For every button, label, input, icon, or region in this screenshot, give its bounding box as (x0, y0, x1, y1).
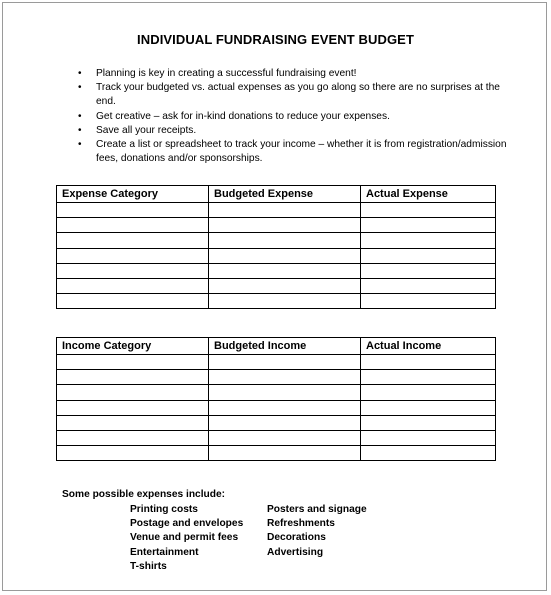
table-cell (209, 248, 361, 263)
table-cell (57, 370, 209, 385)
table-cell (57, 446, 209, 461)
table-row (57, 400, 496, 415)
table-row (57, 233, 496, 248)
table-cell (361, 203, 496, 218)
income-table (56, 337, 496, 461)
table-row (57, 294, 496, 309)
table-cell (57, 203, 209, 218)
table-cell (57, 430, 209, 445)
table-cell (361, 446, 496, 461)
table-cell (361, 294, 496, 309)
table-cell (57, 218, 209, 233)
table-row (57, 278, 496, 293)
table-row (57, 355, 496, 370)
table-row (57, 370, 496, 385)
possible-expenses-heading: Some possible expenses include: (62, 489, 226, 500)
table-cell (361, 233, 496, 248)
table-cell (209, 233, 361, 248)
table-cell (209, 400, 361, 415)
tip-item: • Get creative – ask for in-kind donations to reduce your expenses. (78, 110, 518, 124)
table-row (57, 430, 496, 445)
table-cell (209, 278, 361, 293)
income-header-row (57, 338, 496, 355)
table-cell (209, 218, 361, 233)
table-cell (209, 263, 361, 278)
table-cell (57, 415, 209, 430)
budgeted-income-header: Budgeted Income (209, 338, 361, 355)
income-body (57, 355, 496, 461)
table-cell (57, 400, 209, 415)
table-cell (209, 203, 361, 218)
expense-suggestion: Entertainment (130, 546, 199, 558)
actual-income-header: Actual Income (361, 338, 496, 355)
table-row (57, 218, 496, 233)
page-title: INDIVIDUAL FUNDRAISING EVENT BUDGET (137, 32, 414, 47)
table-cell (209, 355, 361, 370)
expense-suggestion: Posters and signage (267, 504, 367, 515)
table-cell (361, 385, 496, 400)
table-cell (209, 446, 361, 461)
table-row (57, 263, 496, 278)
table-cell (209, 430, 361, 445)
table-cell (361, 415, 496, 430)
tips-list (78, 67, 518, 166)
tip-item: • Save all your receipts. (78, 124, 518, 138)
expense-body (57, 203, 496, 309)
actual-expense-header: Actual Expense (361, 186, 496, 203)
table-row (57, 446, 496, 461)
table-cell (57, 248, 209, 263)
table-cell (361, 355, 496, 370)
expense-suggestion: Advertising (267, 546, 324, 558)
expense-header-row (57, 186, 496, 203)
table-cell (209, 370, 361, 385)
tip-item: • Planning is key in creating a successful fundraising event! (78, 67, 518, 81)
income-category-header: Income Category (57, 338, 209, 355)
table-row (57, 248, 496, 263)
expense-suggestion: Postage and envelopes (130, 518, 244, 530)
table-row (57, 385, 496, 400)
table-cell (361, 430, 496, 445)
table-cell (361, 278, 496, 293)
table-cell (361, 263, 496, 278)
table-cell (57, 385, 209, 400)
table-row (57, 415, 496, 430)
table-cell (361, 248, 496, 263)
expense-table (56, 185, 496, 309)
table-cell (209, 415, 361, 430)
expense-suggestion: Venue and permit fees (130, 532, 239, 544)
table-cell (57, 355, 209, 370)
table-row (57, 203, 496, 218)
table-cell (361, 370, 496, 385)
table-cell (57, 278, 209, 293)
expense-suggestion: Decorations (267, 532, 326, 544)
table-cell (57, 233, 209, 248)
table-cell (361, 218, 496, 233)
table-cell (57, 263, 209, 278)
expense-category-header: Expense Category (57, 186, 209, 203)
expense-suggestion: Refreshments (267, 518, 335, 530)
budgeted-expense-header: Budgeted Expense (209, 186, 361, 203)
possible-expenses-column-2 (267, 503, 367, 560)
possible-expenses-column-1 (130, 503, 243, 574)
table-cell (209, 385, 361, 400)
expense-suggestion: Printing costs (130, 504, 198, 515)
table-cell (361, 400, 496, 415)
table-cell (209, 294, 361, 309)
tip-item: • Track your budgeted vs. actual expenses as you go along so there are no surprises at the end. (78, 81, 518, 109)
tip-item: • Create a list or spreadsheet to track your income – whether it is from registration/admission fees, donations and/or sponsorships. (78, 138, 518, 166)
expense-suggestion: T-shirts (130, 560, 167, 572)
table-cell (57, 294, 209, 309)
